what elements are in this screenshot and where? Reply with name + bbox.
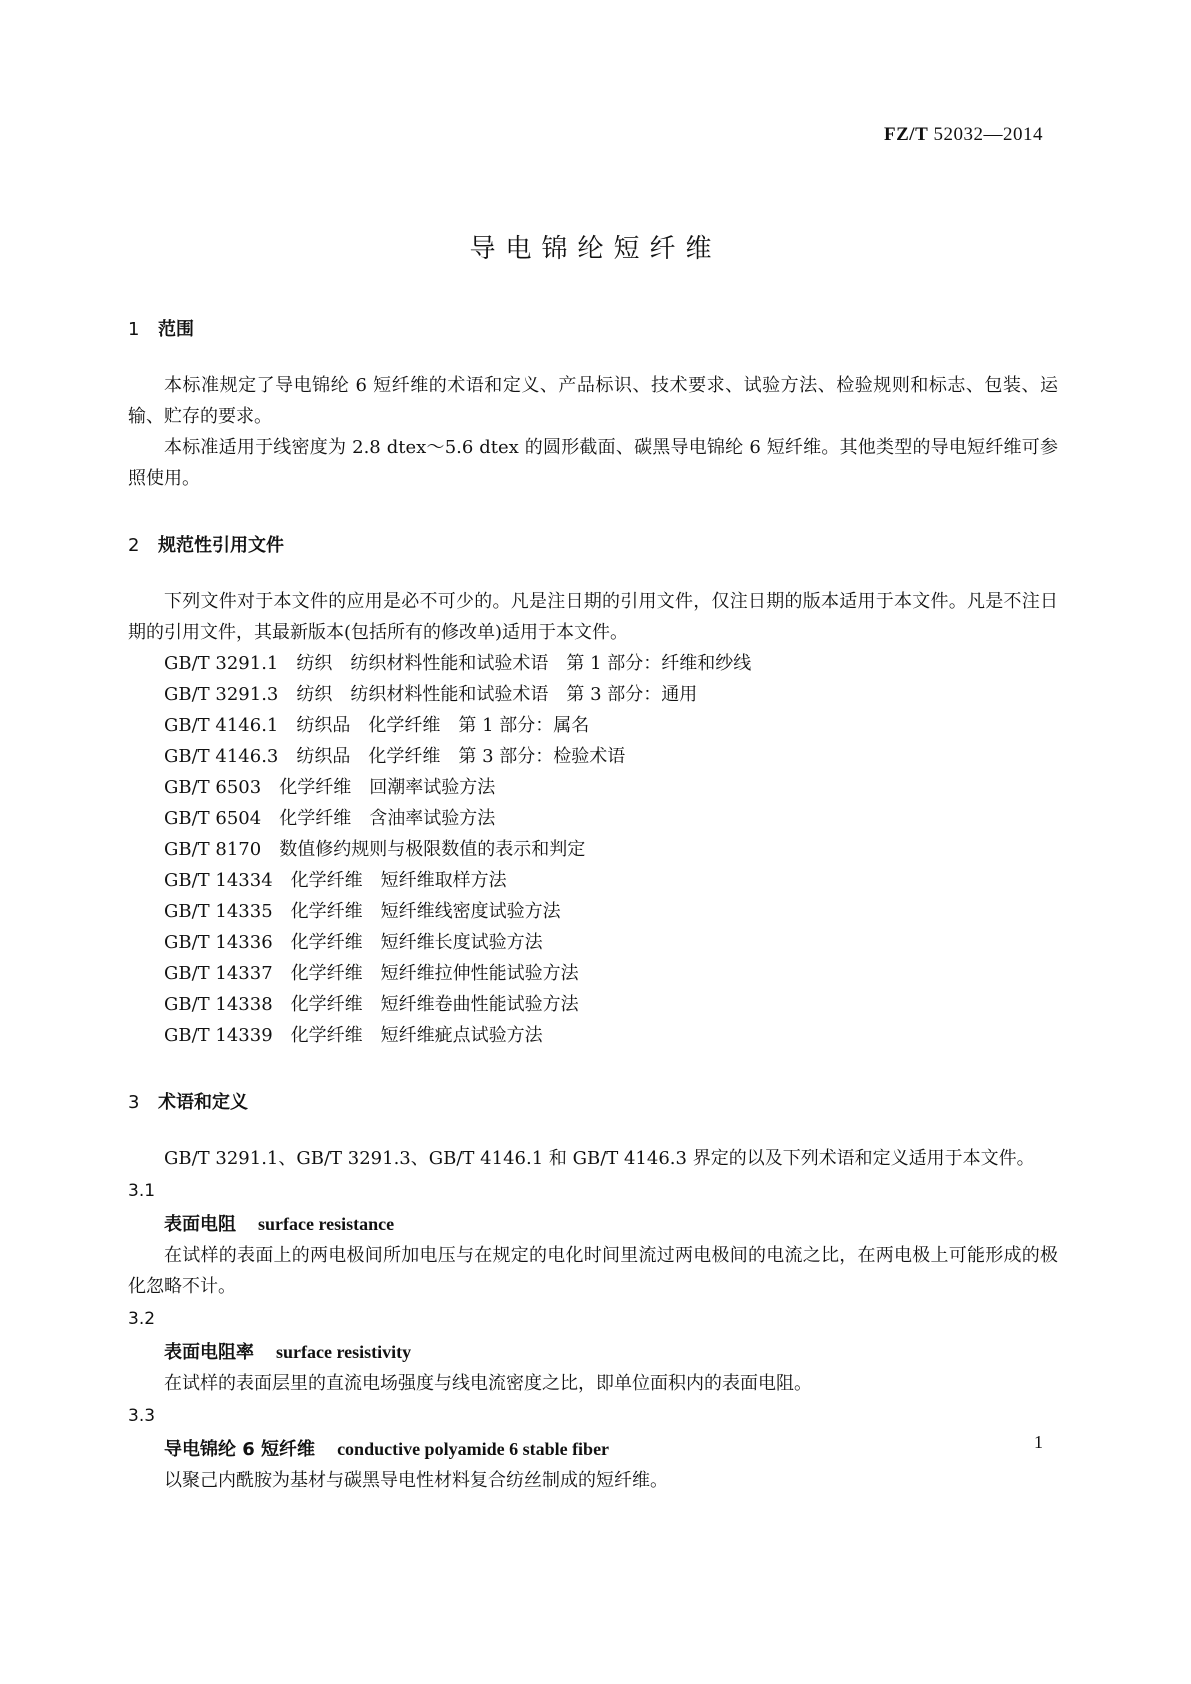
term-chinese: 表面电阻率 bbox=[164, 1342, 254, 1363]
section-number: 3 bbox=[128, 1092, 140, 1113]
reference-item: GB/T 14336 化学纤维 短纤维长度试验方法 bbox=[164, 932, 543, 953]
reference-list bbox=[128, 648, 1058, 1051]
term-chinese: 表面电阻 bbox=[164, 1214, 236, 1235]
reference-item: GB/T 6504 化学纤维 含油率试验方法 bbox=[164, 808, 496, 829]
reference-item: GB/T 6503 化学纤维 回潮率试验方法 bbox=[164, 777, 496, 798]
term-entry bbox=[128, 1337, 1058, 1368]
reference-item: GB/T 4146.1 纺织品 化学纤维 第 1 部分：属名 bbox=[164, 715, 590, 736]
reference-item: GB/T 14334 化学纤维 短纤维取样方法 bbox=[164, 870, 507, 891]
document-body bbox=[128, 318, 1058, 1496]
section-heading-terms-definitions bbox=[128, 1091, 1058, 1115]
term-definition: 以聚己内酰胺为基材与碳黑导电性材料复合纺丝制成的短纤维。 bbox=[164, 1470, 668, 1491]
term-entry bbox=[128, 1209, 1058, 1240]
section-title: 范围 bbox=[158, 319, 194, 340]
paragraph: 本标准规定了导电锦纶 6 短纤维的术语和定义、产品标识、技术要求、试验方法、检验规则和标志、包装、运输、贮存的要求。 bbox=[128, 375, 1058, 427]
term-chinese: 导电锦纶 6 短纤维 bbox=[164, 1439, 316, 1460]
section-number: 1 bbox=[128, 319, 140, 340]
clause-number: 3.3 bbox=[128, 1406, 156, 1426]
page-number: 1 bbox=[1034, 1432, 1043, 1452]
term-english: conductive polyamide 6 stable fiber bbox=[337, 1439, 610, 1459]
section-number: 2 bbox=[128, 535, 140, 556]
reference-item: GB/T 14337 化学纤维 短纤维拉伸性能试验方法 bbox=[164, 963, 579, 984]
term-definition: 在试样的表面层里的直流电场强度与线电流密度之比，即单位面积内的表面电阻。 bbox=[164, 1373, 812, 1394]
standard-code bbox=[884, 124, 1043, 146]
paragraph: 本标准适用于线密度为 2.8 dtex～5.6 dtex 的圆形截面、碳黑导电锦纶 6 短纤维。其他类型的导电短纤维可参照使用。 bbox=[128, 437, 1058, 489]
reference-item: GB/T 14338 化学纤维 短纤维卷曲性能试验方法 bbox=[164, 994, 579, 1015]
reference-item: GB/T 14339 化学纤维 短纤维疵点试验方法 bbox=[164, 1025, 543, 1046]
section-heading-scope bbox=[128, 318, 1058, 342]
reference-item: GB/T 4146.3 纺织品 化学纤维 第 3 部分：检验术语 bbox=[164, 746, 626, 767]
term-english: surface resistivity bbox=[276, 1342, 412, 1362]
standard-code-number: 52032—2014 bbox=[928, 124, 1043, 145]
clause-number: 3.1 bbox=[128, 1181, 156, 1201]
section-heading-normative-references bbox=[128, 534, 1058, 558]
reference-item: GB/T 14335 化学纤维 短纤维线密度试验方法 bbox=[164, 901, 561, 922]
term-definition: 在试样的表面上的两电极间所加电压与在规定的电化时间里流过两电极间的电流之比，在两电极上可能形成的极化忽略不计。 bbox=[128, 1245, 1058, 1297]
paragraph: 下列文件对于本文件的应用是必不可少的。凡是注日期的引用文件，仅注日期的版本适用于本文件。凡是不注日期的引用文件，其最新版本(包括所有的修改单)适用于本文件。 bbox=[128, 591, 1058, 643]
clause-number: 3.2 bbox=[128, 1309, 156, 1329]
term-entry bbox=[128, 1434, 1058, 1465]
section-title: 规范性引用文件 bbox=[158, 535, 284, 556]
reference-item: GB/T 3291.3 纺织 纺织材料性能和试验术语 第 3 部分：通用 bbox=[164, 684, 698, 705]
document-title: 导电锦纶短纤维 bbox=[469, 234, 722, 264]
reference-item: GB/T 8170 数值修约规则与极限数值的表示和判定 bbox=[164, 839, 586, 860]
term-english: surface resistance bbox=[258, 1214, 395, 1234]
paragraph: GB/T 3291.1、GB/T 3291.3、GB/T 4146.1 和 GB/T 4146.3 界定的以及下列术语和定义适用于本文件。 bbox=[164, 1148, 1035, 1169]
section-title: 术语和定义 bbox=[158, 1092, 248, 1113]
standard-code-prefix: FZ/T bbox=[884, 124, 929, 145]
reference-item: GB/T 3291.1 纺织 纺织材料性能和试验术语 第 1 部分：纤维和纱线 bbox=[164, 653, 752, 674]
